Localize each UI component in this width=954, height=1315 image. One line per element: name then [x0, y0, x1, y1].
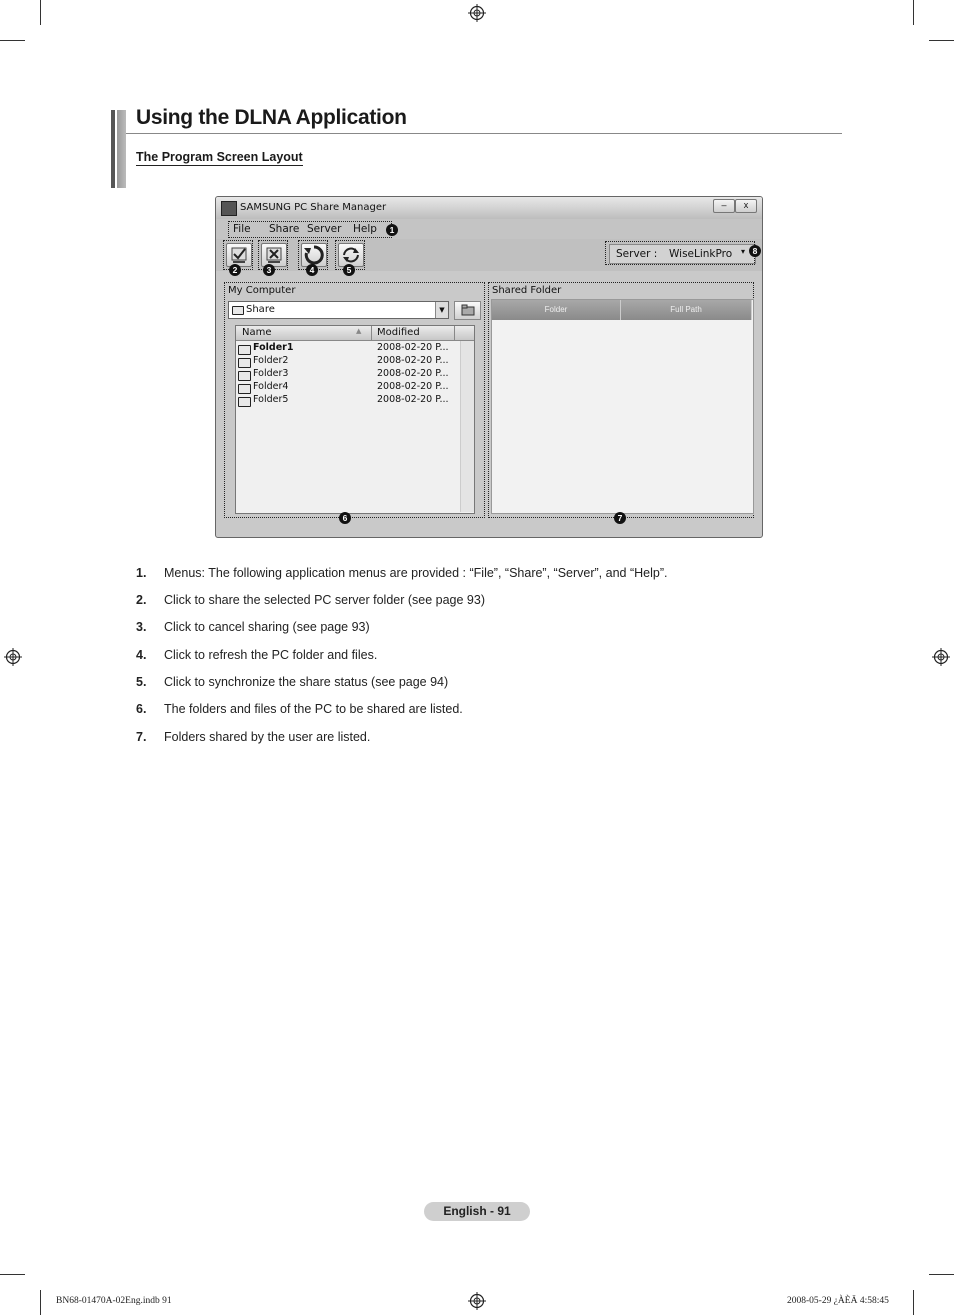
column-header-folder[interactable]: Folder	[492, 300, 621, 320]
folder-name: Folder4	[253, 381, 289, 392]
menu-help[interactable]: Help	[353, 223, 377, 235]
server-label: Server :	[616, 248, 658, 260]
folder-modified: 2008-02-20 P...	[377, 342, 449, 353]
item-number: 3.	[136, 620, 147, 634]
shared-folder-list[interactable]	[491, 299, 754, 514]
crop-mark	[929, 1274, 954, 1275]
share-combo[interactable]	[228, 301, 449, 319]
folder-modified: 2008-02-20 P...	[377, 394, 449, 405]
list-item[interactable]	[238, 355, 468, 368]
crop-mark	[929, 40, 954, 41]
folder-modified: 2008-02-20 P...	[377, 381, 449, 392]
item-number: 1.	[136, 566, 147, 580]
column-header-name[interactable]: Name	[242, 327, 272, 338]
minimize-button[interactable]: –	[713, 199, 735, 213]
folder-name: Folder2	[253, 355, 289, 366]
item-text: Click to share the selected PC server folder (see page 93)	[164, 593, 485, 607]
title-divider	[126, 133, 842, 134]
list-item[interactable]	[238, 342, 468, 355]
item-text: Click to synchronize the share status (see page 94)	[164, 675, 449, 689]
folder-name: Folder5	[253, 394, 289, 405]
section-bar	[111, 110, 126, 188]
registration-mark-icon	[468, 4, 486, 22]
folder-icon	[238, 371, 251, 381]
list-item[interactable]	[238, 381, 468, 394]
callout-7: 7	[614, 512, 626, 524]
callout-frame-menus	[228, 221, 392, 238]
folder-icon	[238, 397, 251, 407]
menu-file[interactable]: File	[233, 223, 251, 235]
folder-icon	[232, 306, 244, 315]
list-header	[236, 326, 474, 341]
page-number-badge: English - 91	[424, 1202, 530, 1221]
crop-mark	[0, 1274, 25, 1275]
pc-folder-list[interactable]	[235, 325, 475, 514]
folder-icon	[238, 384, 251, 394]
item-number: 5.	[136, 675, 147, 689]
app-logo-icon	[221, 201, 237, 216]
shared-folder-label: Shared Folder	[492, 285, 562, 296]
callout-5: 5	[343, 264, 355, 276]
folder-name: Folder1	[253, 342, 294, 353]
folder-modified: 2008-02-20 P...	[377, 355, 449, 366]
chevron-down-icon[interactable]: ▼	[435, 302, 448, 318]
server-value: WiseLinkPro	[669, 248, 733, 260]
column-header-modified[interactable]: Modified	[377, 327, 420, 338]
callout-6: 6	[339, 512, 351, 524]
callout-2: 2	[229, 264, 241, 276]
list-scrollbar[interactable]	[460, 341, 474, 512]
callout-8: 8	[749, 245, 761, 257]
column-header-full-path[interactable]: Full Path	[621, 300, 752, 320]
folder-icon	[238, 345, 251, 355]
my-computer-label: My Computer	[228, 285, 296, 296]
column-divider	[371, 326, 372, 340]
item-text: Folders shared by the user are listed.	[164, 730, 371, 744]
callout-3: 3	[263, 264, 275, 276]
crop-mark	[0, 40, 25, 41]
item-number: 7.	[136, 730, 147, 744]
menu-server[interactable]: Server	[307, 223, 342, 235]
menu-share[interactable]: Share	[269, 223, 300, 235]
registration-mark-icon	[4, 648, 22, 666]
column-divider	[454, 326, 455, 340]
list-item[interactable]	[238, 368, 468, 381]
print-slug-right: 2008-05-29 ¿ÀÈÄ 4:58:45	[787, 1296, 889, 1306]
section-subtitle: The Program Screen Layout	[136, 150, 303, 164]
item-text: Menus: The following application menus are provided : “File”, “Share”, “Server”, and “Help”.	[164, 566, 668, 580]
chevron-down-icon: ▾	[741, 247, 746, 256]
crop-mark	[40, 0, 41, 25]
print-slug-left: BN68-01470A-02Eng.indb 91	[56, 1296, 172, 1306]
window-title: SAMSUNG PC Share Manager	[240, 202, 387, 213]
item-text: Click to cancel sharing (see page 93)	[164, 620, 370, 634]
item-number: 6.	[136, 702, 147, 716]
callout-1: 1	[386, 224, 398, 236]
browse-folder-button[interactable]	[454, 301, 481, 320]
registration-mark-icon	[468, 1292, 486, 1310]
item-number: 2.	[136, 593, 147, 607]
folder-open-icon	[455, 302, 480, 319]
folder-modified: 2008-02-20 P...	[377, 368, 449, 379]
folder-name: Folder3	[253, 368, 289, 379]
sort-arrow-icon: ▲	[356, 327, 362, 335]
callout-4: 4	[306, 264, 318, 276]
window-titlebar	[216, 197, 762, 219]
crop-mark	[40, 1290, 41, 1315]
folder-icon	[238, 358, 251, 368]
close-button[interactable]: x	[735, 199, 757, 213]
item-number: 4.	[136, 648, 147, 662]
share-combo-value: Share	[246, 304, 275, 315]
crop-mark	[913, 1290, 914, 1315]
callout-frame-server	[605, 241, 755, 265]
item-text: Click to refresh the PC folder and files.	[164, 648, 378, 662]
crop-mark	[913, 0, 914, 25]
page-title: Using the DLNA Application	[136, 106, 407, 129]
app-window	[215, 196, 763, 538]
item-text: The folders and files of the PC to be shared are listed.	[164, 702, 463, 716]
list-item[interactable]	[238, 394, 468, 407]
registration-mark-icon	[932, 648, 950, 666]
